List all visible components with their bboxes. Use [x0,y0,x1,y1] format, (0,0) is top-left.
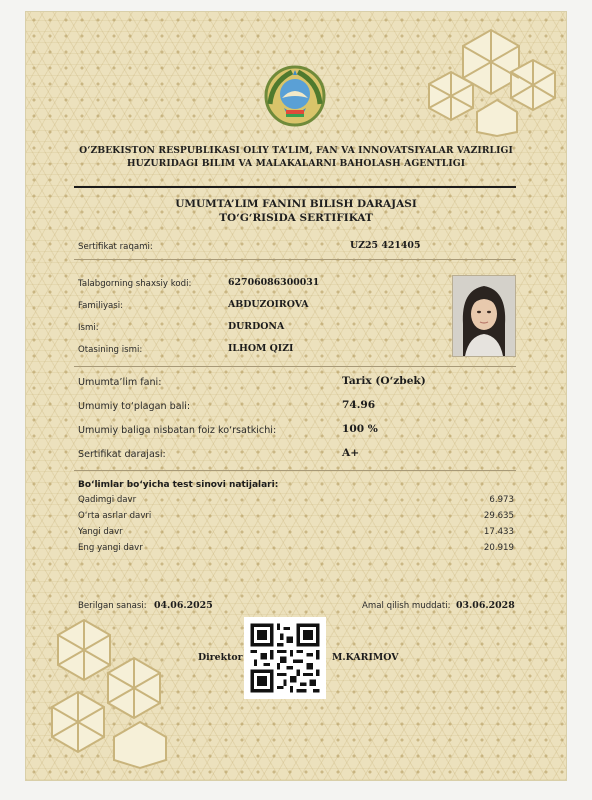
state-emblem-icon [262,64,328,128]
holder-photo [452,275,516,357]
corner-ornament-bottom-left [44,610,194,770]
issue-date-label: Berilgan sanasi: [78,601,147,611]
sections-title: Bo‘limlar bo‘yicha test sinovi natijalari: [78,480,279,490]
section-label: Eng yangi davr [78,543,143,553]
subject-label: Umumta’lim fani: [78,377,162,388]
total-score: 74.96 [342,399,376,411]
section-score: 17.433 [483,527,514,537]
director-label: Direktor [198,652,243,663]
agency-header-line-1: O‘ZBEKISTON RESPUBLIKASI OLIY TA’LIM, FAN VA INNOVATSIYALAR VAZIRLIGI [79,145,513,156]
first-name-label: Ismi: [78,323,99,333]
percent: 100 % [342,423,378,435]
director-name: M.KARIMOV [332,652,399,663]
personal-code: 62706086300031 [228,277,320,288]
section-label: O‘rta asrlar davri [78,511,152,521]
valid-until: 03.06.2028 [456,600,515,611]
certificate-number-label: Sertifikat raqami: [78,242,153,252]
percent-label: Umumiy baliga nisbatan foiz ko‘rsatkichi: [78,425,277,436]
agency-header-line-2: HUZURIDAGI BILIM VA MALAKALARNI BAHOLASH AGENTLIGI [126,158,466,169]
divider [74,259,516,260]
certificate-title-line-1: UMUMTA’LIM FANINI BILISH DARAJASI [175,198,417,210]
first-name: DURDONA [228,321,285,332]
section-label: Qadimgi davr [78,495,137,505]
grade: A+ [342,447,360,459]
grade-label: Sertifikat darajasi: [78,449,166,460]
certificate-number: UZ25 421405 [350,240,421,251]
qr-code[interactable] [244,617,326,699]
divider [74,366,516,367]
surname-label: Familiyasi: [78,301,124,311]
surname: ABDUZOIROVA [228,299,309,310]
total-score-label: Umumiy to‘plagan bali: [78,401,191,412]
section-label: Yangi davr [78,527,123,537]
certificate-sheet [26,12,566,780]
valid-until-label: Amal qilish muddati: [362,601,451,611]
personal-code-label: Talabgorning shaxsiy kodi: [78,279,192,289]
corner-ornament-top-right [421,22,561,137]
section-score: 20.919 [483,543,514,553]
issue-date: 04.06.2025 [154,600,213,611]
patronymic: ILHOM QIZI [228,343,294,354]
header-divider [74,186,516,188]
section-score: 29.635 [483,511,514,521]
patronymic-label: Otasining ismi: [78,345,143,355]
section-score: 6.973 [489,495,514,505]
certificate-title-line-2: TO‘G‘RISIDA SERTIFIKAT [219,212,373,224]
subject: Tarix (O‘zbek) [342,375,426,387]
divider [74,470,516,471]
